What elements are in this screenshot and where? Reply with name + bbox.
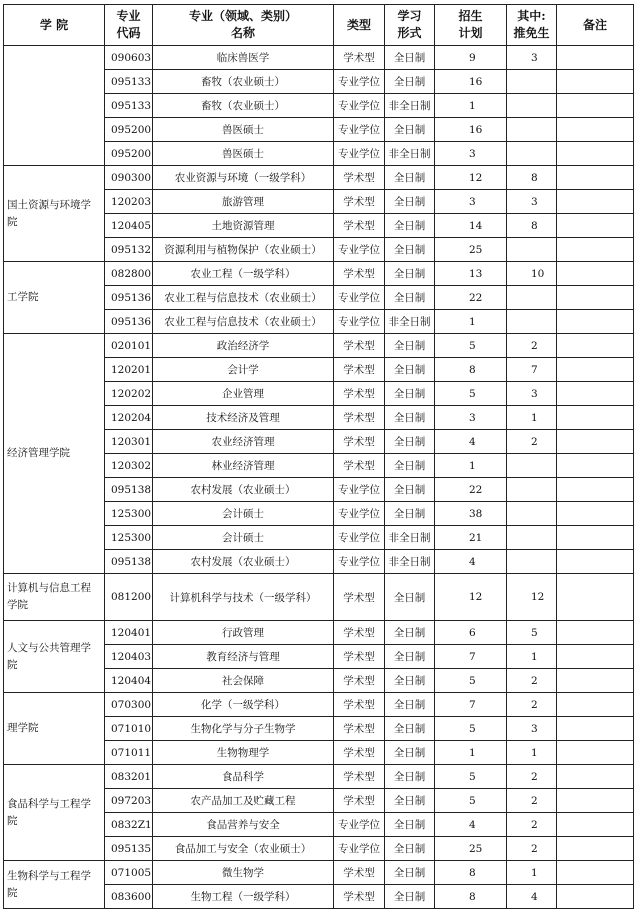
- recommended-cell: [507, 70, 557, 94]
- recommended-cell: [507, 478, 557, 502]
- major-name-cell: 农业工程与信息技术（农业硕士）: [153, 286, 334, 310]
- note-cell: [557, 406, 634, 430]
- major-code-cell: 095132: [105, 238, 153, 262]
- recommended-cell: 2: [507, 669, 557, 693]
- note-cell: [557, 885, 634, 909]
- note-cell: [557, 526, 634, 550]
- note-cell: [557, 621, 634, 645]
- study-form-cell: 非全日制: [385, 550, 435, 574]
- degree-type-cell: 专业学位: [334, 118, 385, 142]
- degree-type-cell: 学术型: [334, 46, 385, 70]
- note-cell: [557, 454, 634, 478]
- note-cell: [557, 118, 634, 142]
- major-code-cell: 090300: [105, 166, 153, 190]
- quota-cell: 1: [435, 310, 507, 334]
- note-cell: [557, 334, 634, 358]
- recommended-cell: 7: [507, 358, 557, 382]
- quota-cell: 1: [435, 741, 507, 765]
- recommended-cell: [507, 238, 557, 262]
- recommended-cell: 2: [507, 789, 557, 813]
- major-code-cell: 120405: [105, 214, 153, 238]
- note-cell: [557, 717, 634, 741]
- degree-type-cell: 专业学位: [334, 94, 385, 118]
- major-name-cell: 农产品加工及贮藏工程: [153, 789, 334, 813]
- study-form-cell: 全日制: [385, 502, 435, 526]
- degree-type-cell: 学术型: [334, 717, 385, 741]
- note-cell: [557, 861, 634, 885]
- major-code-cell: 0832Z1: [105, 813, 153, 837]
- study-form-cell: 全日制: [385, 669, 435, 693]
- note-cell: [557, 142, 634, 166]
- quota-cell: 38: [435, 502, 507, 526]
- degree-type-cell: 专业学位: [334, 70, 385, 94]
- recommended-cell: 1: [507, 861, 557, 885]
- major-name-cell: 社会保障: [153, 669, 334, 693]
- major-name-cell: 土地资源管理: [153, 214, 334, 238]
- degree-type-cell: 学术型: [334, 334, 385, 358]
- major-name-cell: 生物工程（一级学科）: [153, 885, 334, 909]
- major-name-cell: 资源利用与植物保护（农业硕士）: [153, 238, 334, 262]
- degree-type-cell: 专业学位: [334, 286, 385, 310]
- note-cell: [557, 741, 634, 765]
- major-code-cell: 120201: [105, 358, 153, 382]
- quota-cell: 4: [435, 550, 507, 574]
- note-cell: [557, 837, 634, 861]
- quota-cell: 16: [435, 70, 507, 94]
- major-code-cell: 071005: [105, 861, 153, 885]
- note-cell: [557, 262, 634, 286]
- major-name-cell: 微生物学: [153, 861, 334, 885]
- recommended-cell: 3: [507, 190, 557, 214]
- major-name-cell: 教育经济与管理: [153, 645, 334, 669]
- study-form-cell: 全日制: [385, 837, 435, 861]
- quota-cell: 1: [435, 94, 507, 118]
- major-code-cell: 020101: [105, 334, 153, 358]
- note-cell: [557, 190, 634, 214]
- major-code-cell: 120401: [105, 621, 153, 645]
- recommended-cell: 8: [507, 166, 557, 190]
- major-code-cell: 095135: [105, 837, 153, 861]
- note-cell: [557, 574, 634, 621]
- study-form-cell: 全日制: [385, 885, 435, 909]
- degree-type-cell: 学术型: [334, 430, 385, 454]
- note-cell: [557, 286, 634, 310]
- major-name-cell: 生物物理学: [153, 741, 334, 765]
- recommended-cell: 2: [507, 334, 557, 358]
- major-code-cell: 125300: [105, 526, 153, 550]
- degree-type-cell: 学术型: [334, 669, 385, 693]
- table-row: [4, 621, 634, 645]
- major-code-cell: 095133: [105, 94, 153, 118]
- major-name-cell: 兽医硕士: [153, 142, 334, 166]
- study-form-cell: 全日制: [385, 430, 435, 454]
- quota-cell: 3: [435, 190, 507, 214]
- department-cell: 食品科学与工程学院: [4, 765, 105, 861]
- quota-cell: 4: [435, 813, 507, 837]
- quota-cell: 8: [435, 358, 507, 382]
- degree-type-cell: 学术型: [334, 262, 385, 286]
- degree-type-cell: 学术型: [334, 741, 385, 765]
- department-cell: 计算机与信息工程学院: [4, 574, 105, 621]
- major-name-cell: 行政管理: [153, 621, 334, 645]
- recommended-cell: 1: [507, 741, 557, 765]
- quota-cell: 5: [435, 334, 507, 358]
- major-name-cell: 农业工程与信息技术（农业硕士）: [153, 310, 334, 334]
- header-form: 学习 形式: [385, 5, 435, 46]
- study-form-cell: 非全日制: [385, 310, 435, 334]
- note-cell: [557, 382, 634, 406]
- note-cell: [557, 94, 634, 118]
- major-code-cell: 095200: [105, 118, 153, 142]
- recommended-cell: 4: [507, 885, 557, 909]
- study-form-cell: 全日制: [385, 238, 435, 262]
- recommended-cell: 2: [507, 765, 557, 789]
- major-name-cell: 农业经济管理: [153, 430, 334, 454]
- note-cell: [557, 789, 634, 813]
- degree-type-cell: 专业学位: [334, 142, 385, 166]
- note-cell: [557, 238, 634, 262]
- table-row: [4, 46, 634, 70]
- note-cell: [557, 166, 634, 190]
- major-code-cell: 095138: [105, 478, 153, 502]
- degree-type-cell: 专业学位: [334, 310, 385, 334]
- recommended-cell: 8: [507, 214, 557, 238]
- degree-type-cell: 专业学位: [334, 238, 385, 262]
- major-code-cell: 097203: [105, 789, 153, 813]
- recommended-cell: 1: [507, 406, 557, 430]
- recommended-cell: [507, 550, 557, 574]
- recommended-cell: 2: [507, 693, 557, 717]
- quota-cell: 14: [435, 214, 507, 238]
- major-code-cell: 083600: [105, 885, 153, 909]
- degree-type-cell: 学术型: [334, 190, 385, 214]
- degree-type-cell: 专业学位: [334, 502, 385, 526]
- major-name-cell: 技术经济及管理: [153, 406, 334, 430]
- note-cell: [557, 813, 634, 837]
- recommended-cell: 3: [507, 382, 557, 406]
- major-code-cell: 095136: [105, 286, 153, 310]
- major-name-cell: 食品加工与安全（农业硕士）: [153, 837, 334, 861]
- table-row: [4, 765, 634, 789]
- table-row: [4, 334, 634, 358]
- quota-cell: 12: [435, 166, 507, 190]
- degree-type-cell: 专业学位: [334, 526, 385, 550]
- study-form-cell: 全日制: [385, 406, 435, 430]
- major-name-cell: 农业资源与环境（一级学科）: [153, 166, 334, 190]
- quota-cell: 9: [435, 46, 507, 70]
- quota-cell: 5: [435, 382, 507, 406]
- study-form-cell: 全日制: [385, 574, 435, 621]
- major-name-cell: 企业管理: [153, 382, 334, 406]
- major-code-cell: 070300: [105, 693, 153, 717]
- degree-type-cell: 专业学位: [334, 813, 385, 837]
- major-code-cell: 120404: [105, 669, 153, 693]
- study-form-cell: 全日制: [385, 454, 435, 478]
- study-form-cell: 全日制: [385, 478, 435, 502]
- quota-cell: 3: [435, 406, 507, 430]
- recommended-cell: [507, 454, 557, 478]
- major-code-cell: 095136: [105, 310, 153, 334]
- note-cell: [557, 669, 634, 693]
- study-form-cell: 全日制: [385, 70, 435, 94]
- quota-cell: 8: [435, 885, 507, 909]
- study-form-cell: 全日制: [385, 286, 435, 310]
- recommended-cell: [507, 502, 557, 526]
- major-code-cell: 120301: [105, 430, 153, 454]
- quota-cell: 5: [435, 669, 507, 693]
- quota-cell: 21: [435, 526, 507, 550]
- degree-type-cell: 专业学位: [334, 837, 385, 861]
- study-form-cell: 全日制: [385, 621, 435, 645]
- major-code-cell: 083201: [105, 765, 153, 789]
- major-name-cell: 会计学: [153, 358, 334, 382]
- header-code: 专业 代码: [105, 5, 153, 46]
- note-cell: [557, 765, 634, 789]
- major-name-cell: 林业经济管理: [153, 454, 334, 478]
- quota-cell: 7: [435, 645, 507, 669]
- recommended-cell: 5: [507, 621, 557, 645]
- note-cell: [557, 693, 634, 717]
- quota-cell: 16: [435, 118, 507, 142]
- major-name-cell: 农村发展（农业硕士）: [153, 478, 334, 502]
- degree-type-cell: 学术型: [334, 645, 385, 669]
- major-name-cell: 畜牧（农业硕士）: [153, 94, 334, 118]
- degree-type-cell: 学术型: [334, 454, 385, 478]
- major-name-cell: 临床兽医学: [153, 46, 334, 70]
- quota-cell: 13: [435, 262, 507, 286]
- major-name-cell: 会计硕士: [153, 526, 334, 550]
- study-form-cell: 全日制: [385, 813, 435, 837]
- major-code-cell: 095200: [105, 142, 153, 166]
- table-row: [4, 861, 634, 885]
- study-form-cell: 全日制: [385, 741, 435, 765]
- note-cell: [557, 550, 634, 574]
- major-name-cell: 食品营养与安全: [153, 813, 334, 837]
- major-name-cell: 化学（一级学科）: [153, 693, 334, 717]
- study-form-cell: 非全日制: [385, 142, 435, 166]
- major-name-cell: 生物化学与分子生物学: [153, 717, 334, 741]
- recommended-cell: 2: [507, 837, 557, 861]
- quota-cell: 6: [435, 621, 507, 645]
- recommended-cell: 3: [507, 717, 557, 741]
- quota-cell: 7: [435, 693, 507, 717]
- major-code-cell: 095133: [105, 70, 153, 94]
- study-form-cell: 全日制: [385, 382, 435, 406]
- degree-type-cell: 学术型: [334, 166, 385, 190]
- recommended-cell: 12: [507, 574, 557, 621]
- quota-cell: 5: [435, 789, 507, 813]
- note-cell: [557, 430, 634, 454]
- study-form-cell: 全日制: [385, 693, 435, 717]
- degree-type-cell: 学术型: [334, 358, 385, 382]
- recommended-cell: [507, 310, 557, 334]
- department-cell: [4, 46, 105, 166]
- note-cell: [557, 214, 634, 238]
- quota-cell: 5: [435, 717, 507, 741]
- note-cell: [557, 70, 634, 94]
- major-code-cell: 120203: [105, 190, 153, 214]
- study-form-cell: 全日制: [385, 861, 435, 885]
- quota-cell: 22: [435, 478, 507, 502]
- quota-cell: 22: [435, 286, 507, 310]
- degree-type-cell: 学术型: [334, 621, 385, 645]
- table-body: [4, 46, 634, 909]
- recommended-cell: [507, 94, 557, 118]
- degree-type-cell: 专业学位: [334, 478, 385, 502]
- major-name-cell: 会计硕士: [153, 502, 334, 526]
- department-cell: 人文与公共管理学院: [4, 621, 105, 693]
- note-cell: [557, 478, 634, 502]
- recommended-cell: 2: [507, 430, 557, 454]
- header-recommended: 其中: 推免生: [507, 5, 557, 46]
- major-code-cell: 090603: [105, 46, 153, 70]
- table-row: [4, 262, 634, 286]
- header-dept: 学 院: [4, 5, 105, 46]
- study-form-cell: 全日制: [385, 190, 435, 214]
- major-name-cell: 旅游管理: [153, 190, 334, 214]
- study-form-cell: 全日制: [385, 46, 435, 70]
- study-form-cell: 全日制: [385, 717, 435, 741]
- major-name-cell: 计算机科学与技术（一级学科）: [153, 574, 334, 621]
- header-name: 专业（领域、类别） 名称: [153, 5, 334, 46]
- study-form-cell: 全日制: [385, 262, 435, 286]
- major-code-cell: 095138: [105, 550, 153, 574]
- table-row: [4, 574, 634, 621]
- note-cell: [557, 358, 634, 382]
- header-row: [4, 5, 634, 46]
- department-cell: 生物科学与工程学院: [4, 861, 105, 909]
- degree-type-cell: 学术型: [334, 406, 385, 430]
- study-form-cell: 非全日制: [385, 526, 435, 550]
- degree-type-cell: 学术型: [334, 765, 385, 789]
- study-form-cell: 全日制: [385, 166, 435, 190]
- study-form-cell: 全日制: [385, 645, 435, 669]
- major-code-cell: 120302: [105, 454, 153, 478]
- major-code-cell: 125300: [105, 502, 153, 526]
- degree-type-cell: 专业学位: [334, 550, 385, 574]
- major-name-cell: 政治经济学: [153, 334, 334, 358]
- degree-type-cell: 学术型: [334, 861, 385, 885]
- quota-cell: 25: [435, 238, 507, 262]
- header-type: 类型: [334, 5, 385, 46]
- recommended-cell: 2: [507, 813, 557, 837]
- major-code-cell: 120403: [105, 645, 153, 669]
- major-name-cell: 农业工程（一级学科）: [153, 262, 334, 286]
- major-code-cell: 071011: [105, 741, 153, 765]
- major-code-cell: 071010: [105, 717, 153, 741]
- note-cell: [557, 502, 634, 526]
- major-name-cell: 兽医硕士: [153, 118, 334, 142]
- recommended-cell: 10: [507, 262, 557, 286]
- major-name-cell: 食品科学: [153, 765, 334, 789]
- recommended-cell: 1: [507, 645, 557, 669]
- department-cell: 工学院: [4, 262, 105, 334]
- major-code-cell: 081200: [105, 574, 153, 621]
- recommended-cell: [507, 526, 557, 550]
- department-cell: 国土资源与环境学院: [4, 166, 105, 262]
- major-code-cell: 120204: [105, 406, 153, 430]
- quota-cell: 25: [435, 837, 507, 861]
- department-cell: 理学院: [4, 693, 105, 765]
- study-form-cell: 全日制: [385, 214, 435, 238]
- header-note: 备注: [557, 5, 634, 46]
- quota-cell: 1: [435, 454, 507, 478]
- major-code-cell: 120202: [105, 382, 153, 406]
- recommended-cell: [507, 142, 557, 166]
- study-form-cell: 全日制: [385, 118, 435, 142]
- study-form-cell: 全日制: [385, 789, 435, 813]
- major-name-cell: 农村发展（农业硕士）: [153, 550, 334, 574]
- quota-cell: 8: [435, 861, 507, 885]
- degree-type-cell: 学术型: [334, 574, 385, 621]
- quota-cell: 3: [435, 142, 507, 166]
- table-row: [4, 166, 634, 190]
- degree-type-cell: 学术型: [334, 214, 385, 238]
- major-code-cell: 082800: [105, 262, 153, 286]
- study-form-cell: 全日制: [385, 358, 435, 382]
- quota-cell: 12: [435, 574, 507, 621]
- major-name-cell: 畜牧（农业硕士）: [153, 70, 334, 94]
- note-cell: [557, 46, 634, 70]
- recommended-cell: [507, 286, 557, 310]
- department-cell: 经济管理学院: [4, 334, 105, 574]
- quota-cell: 5: [435, 765, 507, 789]
- study-form-cell: 全日制: [385, 765, 435, 789]
- degree-type-cell: 学术型: [334, 789, 385, 813]
- quota-cell: 4: [435, 430, 507, 454]
- degree-type-cell: 学术型: [334, 382, 385, 406]
- degree-type-cell: 学术型: [334, 885, 385, 909]
- degree-type-cell: 学术型: [334, 693, 385, 717]
- header-quota: 招生 计划: [435, 5, 507, 46]
- recommended-cell: [507, 118, 557, 142]
- note-cell: [557, 645, 634, 669]
- note-cell: [557, 310, 634, 334]
- study-form-cell: 非全日制: [385, 94, 435, 118]
- enrollment-table: [3, 4, 634, 909]
- recommended-cell: 3: [507, 46, 557, 70]
- table-row: [4, 693, 634, 717]
- study-form-cell: 全日制: [385, 334, 435, 358]
